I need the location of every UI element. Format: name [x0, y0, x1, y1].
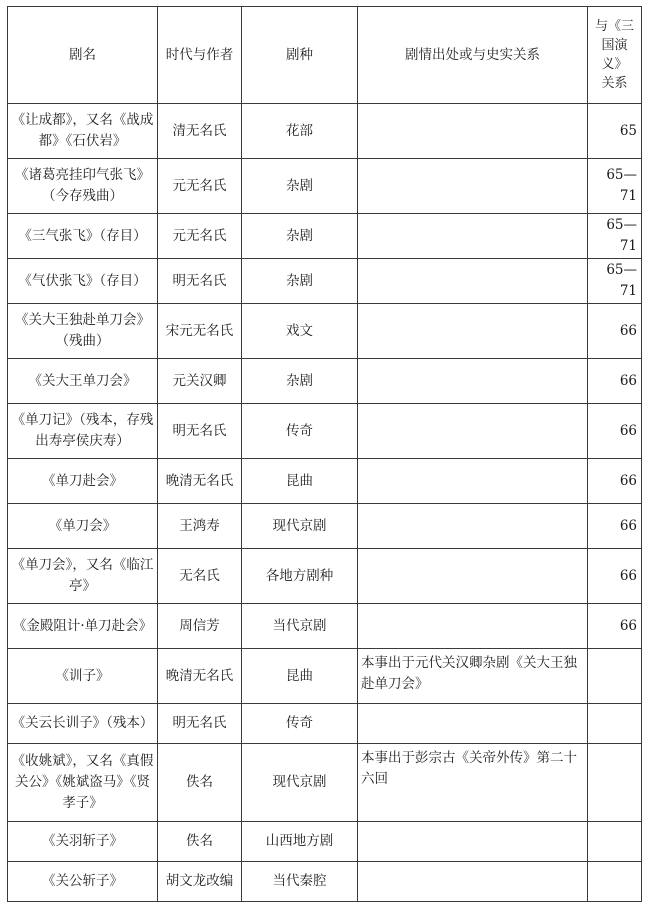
cell-plot-source: [358, 304, 588, 359]
cell-era-author: 无名氏: [158, 549, 242, 604]
cell-name: 《诸葛亮挂印气张飞》（今存残曲）: [8, 159, 158, 214]
table-body: [8, 104, 642, 902]
cell-name: 《单刀记》（残本，存残出寿亭侯庆寿）: [8, 404, 158, 459]
table-row: [8, 459, 642, 504]
table-row: [8, 359, 642, 404]
cell-era-author: 晚清无名氏: [158, 459, 242, 504]
cell-relation: 66: [588, 504, 642, 549]
table-row: [8, 862, 642, 902]
cell-plot-source: [358, 504, 588, 549]
cell-relation: 65: [588, 104, 642, 159]
cell-era-author: 明无名氏: [158, 704, 242, 744]
header-era-author: 时代与作者: [158, 7, 242, 104]
cell-era-author: 佚名: [158, 822, 242, 862]
cell-era-author: 清无名氏: [158, 104, 242, 159]
cell-name: 《让成都》，又名《战成都》《石伏岩》: [8, 104, 158, 159]
cell-era-author: 胡文龙改编: [158, 862, 242, 902]
header-name: 剧名: [8, 7, 158, 104]
drama-table-container: [7, 6, 642, 902]
cell-relation: 66: [588, 549, 642, 604]
cell-name: 《单刀会》: [8, 504, 158, 549]
cell-name: 《训子》: [8, 649, 158, 704]
table-row: [8, 104, 642, 159]
cell-name: 《收姚斌》，又名《真假关公》《姚斌盗马》《贤孝子》: [8, 744, 158, 822]
cell-relation: 65—71: [588, 259, 642, 304]
cell-era-author: 宋元无名氏: [158, 304, 242, 359]
cell-era-author: 晚清无名氏: [158, 649, 242, 704]
cell-genre: 传奇: [242, 704, 358, 744]
cell-plot-source: 本事出于彭宗古《关帝外传》第二十六回: [358, 744, 588, 822]
cell-plot-source: [358, 359, 588, 404]
cell-genre: 杂剧: [242, 359, 358, 404]
cell-name: 《关羽斩子》: [8, 822, 158, 862]
cell-plot-source: [358, 604, 588, 649]
cell-plot-source: 本事出于元代关汉卿杂剧《关大王独赴单刀会》: [358, 649, 588, 704]
table-row: [8, 159, 642, 214]
cell-genre: 杂剧: [242, 159, 358, 214]
cell-relation: [588, 704, 642, 744]
table-row: [8, 304, 642, 359]
cell-name: 《关公斩子》: [8, 862, 158, 902]
cell-era-author: 周信芳: [158, 604, 242, 649]
header-relation-line: 与《三: [594, 19, 634, 34]
cell-genre: 各地方剧种: [242, 549, 358, 604]
cell-relation: [588, 649, 642, 704]
cell-relation: 65—71: [588, 214, 642, 259]
cell-genre: 杂剧: [242, 259, 358, 304]
cell-plot-source: [358, 404, 588, 459]
cell-plot-source: [358, 549, 588, 604]
cell-genre: 昆曲: [242, 649, 358, 704]
cell-era-author: 明无名氏: [158, 404, 242, 459]
cell-genre: 现代京剧: [242, 504, 358, 549]
cell-name: 《关大王独赴单刀会》（残曲）: [8, 304, 158, 359]
cell-genre: 山西地方剧: [242, 822, 358, 862]
cell-relation: [588, 862, 642, 902]
cell-name: 《金殿阻计·单刀赴会》: [8, 604, 158, 649]
header-row: [8, 7, 642, 104]
table-row: [8, 744, 642, 822]
table-row: [8, 214, 642, 259]
cell-relation: 66: [588, 304, 642, 359]
cell-era-author: 元关汉卿: [158, 359, 242, 404]
header-relation-line: 义》: [601, 57, 628, 72]
cell-genre: 昆曲: [242, 459, 358, 504]
cell-genre: 杂剧: [242, 214, 358, 259]
cell-era-author: 元无名氏: [158, 214, 242, 259]
cell-name: 《单刀赴会》: [8, 459, 158, 504]
header-relation: [588, 7, 642, 104]
cell-relation: 66: [588, 604, 642, 649]
cell-genre: 戏文: [242, 304, 358, 359]
cell-era-author: 王鸿寿: [158, 504, 242, 549]
cell-plot-source: [358, 159, 588, 214]
cell-genre: 花部: [242, 104, 358, 159]
table-row: [8, 604, 642, 649]
cell-genre: 现代京剧: [242, 744, 358, 822]
cell-genre: 当代京剧: [242, 604, 358, 649]
cell-era-author: 明无名氏: [158, 259, 242, 304]
cell-plot-source: [358, 214, 588, 259]
table-row: [8, 259, 642, 304]
cell-name: 《三气张飞》（存目）: [8, 214, 158, 259]
header-relation-line: 关系: [601, 76, 628, 91]
header-genre: 剧种: [242, 7, 358, 104]
cell-plot-source: [358, 822, 588, 862]
cell-relation: 65—71: [588, 159, 642, 214]
header-relation-line: 国演: [601, 38, 628, 53]
cell-relation: 66: [588, 404, 642, 459]
cell-name: 《关云长训子》（残本）: [8, 704, 158, 744]
cell-era-author: 佚名: [158, 744, 242, 822]
cell-relation: 66: [588, 359, 642, 404]
table-row: [8, 549, 642, 604]
table-row: [8, 404, 642, 459]
cell-relation: 66: [588, 459, 642, 504]
cell-plot-source: [358, 704, 588, 744]
table-row: [8, 649, 642, 704]
cell-plot-source: [358, 259, 588, 304]
cell-name: 《单刀会》，又名《临江亭》: [8, 549, 158, 604]
cell-plot-source: [358, 459, 588, 504]
table-row: [8, 504, 642, 549]
cell-genre: 当代秦腔: [242, 862, 358, 902]
cell-name: 《关大王单刀会》: [8, 359, 158, 404]
header-plot-source: 剧情出处或与史实关系: [358, 7, 588, 104]
cell-name: 《气伏张飞》（存目）: [8, 259, 158, 304]
cell-relation: [588, 744, 642, 822]
cell-era-author: 元无名氏: [158, 159, 242, 214]
cell-plot-source: [358, 104, 588, 159]
cell-genre: 传奇: [242, 404, 358, 459]
cell-plot-source: [358, 862, 588, 902]
table-row: [8, 704, 642, 744]
cell-relation: [588, 822, 642, 862]
table-row: [8, 822, 642, 862]
drama-table: [7, 6, 642, 902]
